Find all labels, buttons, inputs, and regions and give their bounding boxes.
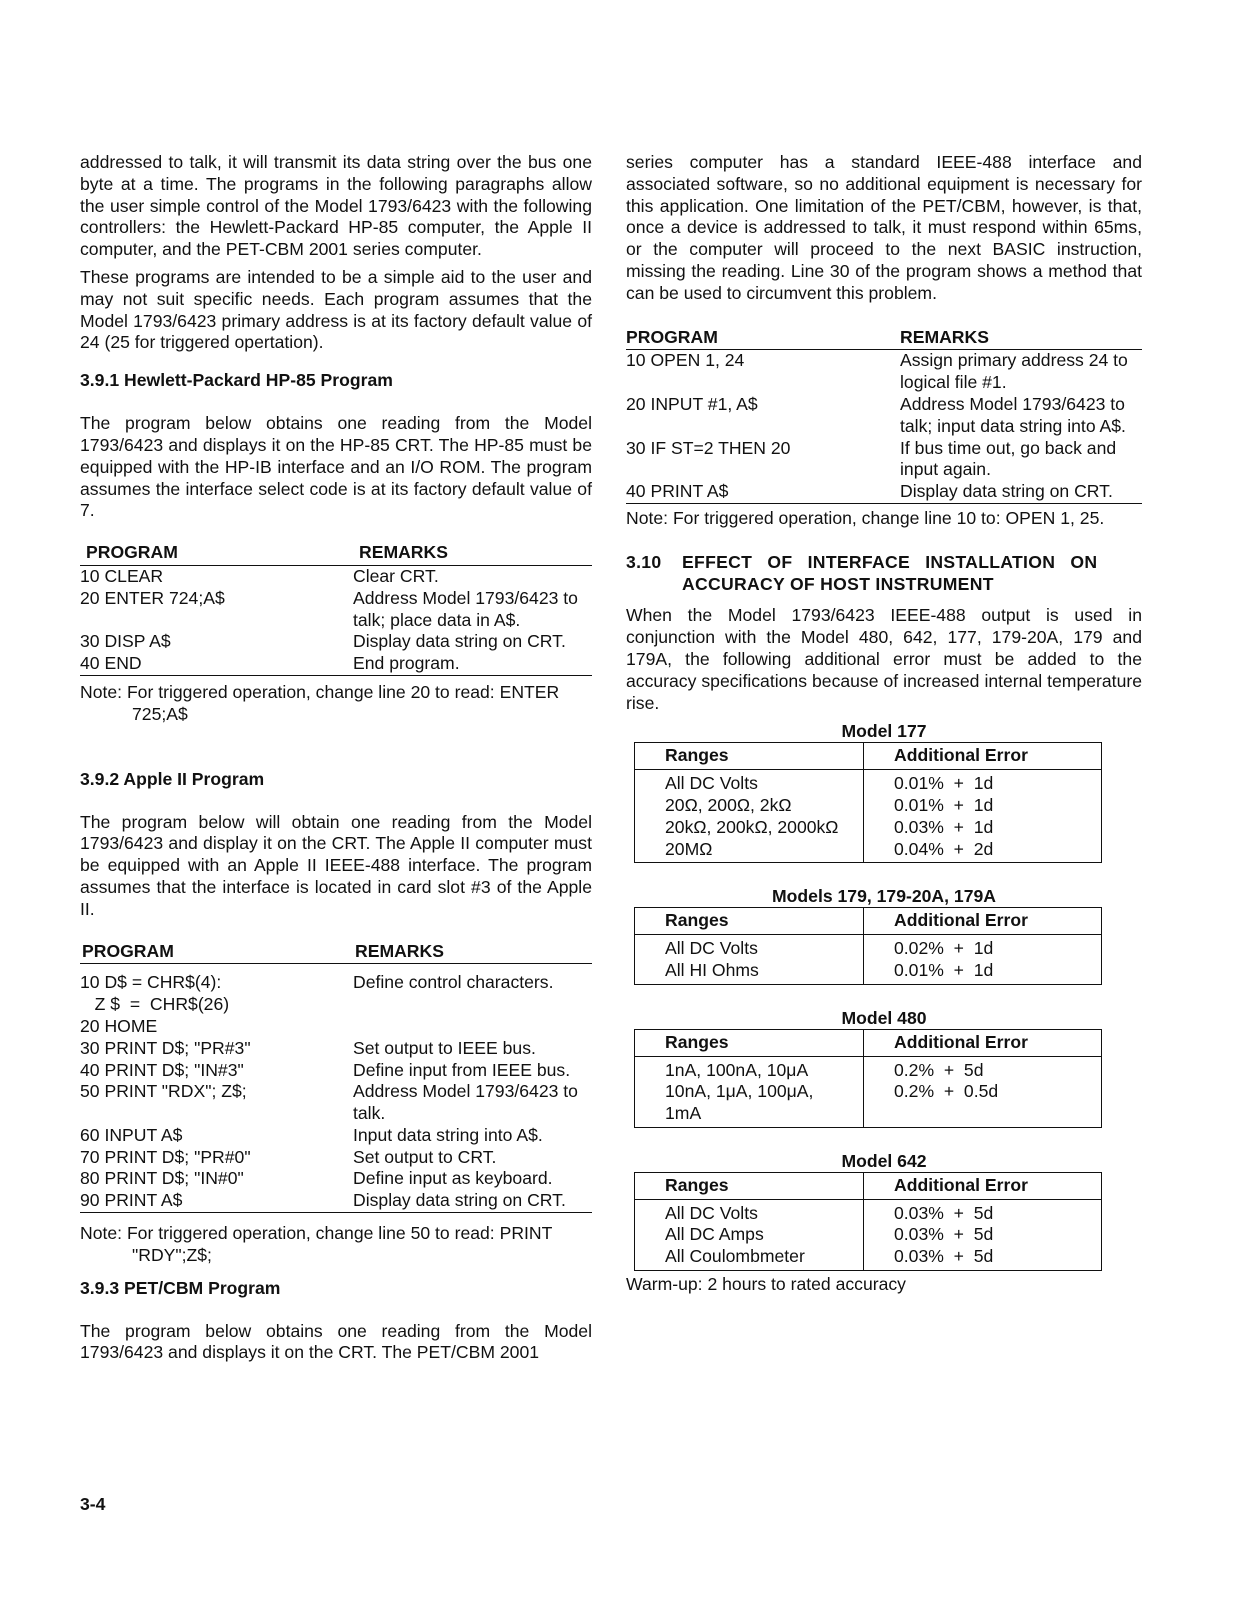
- table-row: [80, 1016, 592, 1038]
- table-row: [635, 795, 1102, 817]
- error-cell: 0.03% + 1d: [864, 817, 1102, 839]
- intro-paragraph-2: These programs are intended to be a simple aid to the user and may not suit specific needs. Each program assumes that the Model 1793/6423 primary address is at its factory default value of 24 (25 for triggered opertation).: [80, 266, 592, 353]
- ranges-header: Ranges: [635, 743, 864, 770]
- table-row: [80, 631, 592, 653]
- apple-table-header: [80, 941, 592, 965]
- ranges-header: Ranges: [635, 1029, 864, 1056]
- table-row: [80, 1190, 592, 1213]
- range-cell: 20Ω, 200Ω, 2kΩ: [635, 795, 864, 817]
- model-179-title: Models 179, 179-20A, 179A: [772, 886, 996, 907]
- range-cell: All DC Volts: [635, 935, 864, 960]
- range-cell: 20MΩ: [635, 839, 864, 863]
- program-cell: 20 INPUT #1, A$: [626, 393, 758, 414]
- error-cell: 0.2% + 0.5d: [864, 1081, 1102, 1127]
- ranges-header: Ranges: [635, 1172, 864, 1199]
- table-header-row: [635, 743, 1102, 770]
- remarks-cell: Input data string into A$.: [353, 1124, 543, 1145]
- error-cell: 0.2% + 5d: [864, 1056, 1102, 1081]
- note-line-1: Note: For triggered operation, change line 20 to read: ENTER: [80, 681, 560, 702]
- page-number: 3-4: [80, 1494, 106, 1514]
- table-row: [635, 1081, 1102, 1127]
- left-column: [80, 152, 592, 1364]
- additional-error-header: Additional Error: [864, 908, 1102, 935]
- note-line-1: Note: For triggered operation, change line 50 to read: PRINT: [80, 1223, 553, 1244]
- program-cell: 20 HOME: [80, 1015, 158, 1036]
- error-cell: 0.03% + 5d: [864, 1199, 1102, 1224]
- table-row: [626, 394, 1142, 438]
- table-row: [635, 839, 1102, 863]
- model-642-title: Model 642: [841, 1150, 927, 1171]
- table-row: [635, 1246, 1102, 1270]
- remarks-cell: Define input from IEEE bus.: [353, 1059, 571, 1080]
- pet-program-table: [626, 327, 1142, 504]
- apple-note: [80, 1223, 592, 1267]
- table-row: [635, 1199, 1102, 1224]
- program-cell: 70 PRINT D$; "PR#0": [80, 1146, 251, 1167]
- remarks-column-header: REMARKS: [355, 940, 444, 961]
- error-cell: 0.03% + 5d: [864, 1246, 1102, 1270]
- program-cell: 50 PRINT "RDX"; Z$;: [80, 1081, 247, 1102]
- intro-paragraph-1: addressed to talk, it will transmit its data string over the bus one byte at a time. The programs in the following paragraphs allow the user simple control of the Model 1793/6423 with the following controllers: the Hewlett-Packard HP-85 computer, the Apple II computer, and the PET-CBM 2001 series computer.: [80, 152, 592, 260]
- range-cell: All HI Ohms: [635, 960, 864, 984]
- error-cell: 0.02% + 1d: [864, 935, 1102, 960]
- range-cell: All DC Volts: [635, 1199, 864, 1224]
- program-cell: 40 PRINT A$: [626, 481, 729, 502]
- remarks-cell: Define input as keyboard.: [353, 1168, 553, 1189]
- table-row: [80, 588, 592, 632]
- table-row: [80, 1147, 592, 1169]
- remarks-cell: Address Model 1793/6423 to talk.: [353, 1081, 578, 1124]
- table-row: [80, 1060, 592, 1082]
- warmup-note: Warm-up: 2 hours to rated accuracy: [626, 1274, 906, 1295]
- table-header-row: [635, 1172, 1102, 1199]
- program-cell: 60 INPUT A$: [80, 1124, 183, 1145]
- model-177-table: [634, 742, 1102, 863]
- remarks-cell: Address Model 1793/6423 to talk; input data string into A$.: [900, 393, 1126, 436]
- program-cell: 30 IF ST=2 THEN 20: [626, 437, 791, 458]
- pet-note: Note: For triggered operation, change line 10 to: OPEN 1, 25.: [626, 507, 1105, 528]
- error-cell: 0.01% + 1d: [864, 960, 1102, 984]
- table-row: [635, 935, 1102, 960]
- remarks-cell: Address Model 1793/6423 to talk; place data in A$.: [353, 587, 578, 630]
- program-column-header: PROGRAM: [82, 940, 174, 961]
- pet-paragraph: The program below obtains one reading from the Model 1793/6423 and displays it on the CRT. The PET/CBM 2001: [80, 1320, 592, 1363]
- apple-heading: 3.9.2 Apple II Program: [80, 768, 265, 789]
- table-row: [80, 964, 592, 1016]
- section-3-10-heading: [626, 552, 1142, 596]
- table-row: [80, 566, 592, 588]
- program-cell: 30 PRINT D$; "PR#3": [80, 1037, 251, 1058]
- hp85-paragraph: The program below obtains one reading from the Model 1793/6423 and displays it on the HP-85 CRT. The HP-85 must be equipped with the HP-IB interface and an I/O ROM. The program assumes the interface select code is at its factory default value of 7.: [80, 413, 592, 521]
- table-header-row: [635, 908, 1102, 935]
- program-cell: 40 PRINT D$; "IN#3": [80, 1059, 244, 1080]
- hp85-table-header: [80, 542, 592, 566]
- range-cell: 20kΩ, 200kΩ, 2000kΩ: [635, 817, 864, 839]
- range-cell: All DC Volts: [635, 770, 864, 795]
- remarks-cell: Define control characters.: [353, 972, 554, 993]
- program-cell: 40 END: [80, 653, 142, 674]
- program-column-header: PROGRAM: [626, 326, 718, 347]
- right-column: [626, 152, 1142, 1295]
- table-row: [626, 438, 1142, 482]
- table-row: [635, 960, 1102, 984]
- apple-paragraph: The program below will obtain one reading from the Model 1793/6423 and display it on the CRT. The Apple II computer must be equipped with an Apple II IEEE-488 interface. The program assumes that the interface is located in card slot #3 of the Apple II.: [80, 811, 592, 919]
- ranges-header: Ranges: [635, 908, 864, 935]
- pet-heading: 3.9.3 PET/CBM Program: [80, 1277, 281, 1298]
- remarks-cell: Set output to IEEE bus.: [353, 1037, 536, 1058]
- hp85-program-table: [80, 542, 592, 676]
- program-cell: 30 DISP A$: [80, 631, 171, 652]
- table-row: [80, 653, 592, 676]
- program-cell: 20 ENTER 724;A$: [80, 587, 225, 608]
- section-title-line-1-text: EFFECT OF INTERFACE INSTALLATION ON: [682, 551, 1098, 572]
- range-cell: 10nA, 1μA, 100μA, 1mA: [635, 1081, 864, 1127]
- model-642-table: [634, 1172, 1102, 1271]
- remarks-cell: Clear CRT.: [353, 565, 439, 586]
- range-cell: 1nA, 100nA, 10μA: [635, 1056, 864, 1081]
- remarks-cell: Assign primary address 24 to logical file #1.: [900, 350, 1128, 393]
- table-row: [80, 1038, 592, 1060]
- table-row: [635, 1224, 1102, 1246]
- model-480-table: [634, 1029, 1102, 1128]
- program-cell: 80 PRINT D$; "IN#0": [80, 1168, 244, 1189]
- remarks-cell: If bus time out, go back and input again.: [900, 437, 1117, 480]
- error-cell: 0.01% + 1d: [864, 795, 1102, 817]
- hp85-heading: 3.9.1 Hewlett-Packard HP-85 Program: [80, 370, 393, 391]
- table-row: [80, 1168, 592, 1190]
- table-row: [80, 1125, 592, 1147]
- remarks-cell: Display data string on CRT.: [353, 1190, 566, 1211]
- remarks-cell: End program.: [353, 653, 460, 674]
- additional-error-header: Additional Error: [864, 743, 1102, 770]
- additional-error-header: Additional Error: [864, 1029, 1102, 1056]
- remarks-cell: Set output to CRT.: [353, 1146, 497, 1167]
- section-title-line-2: ACCURACY OF HOST INSTRUMENT: [682, 573, 994, 594]
- remarks-column-header: REMARKS: [900, 326, 989, 347]
- model-480-title: Model 480: [841, 1007, 927, 1028]
- error-cell: 0.03% + 5d: [864, 1224, 1102, 1246]
- hp85-note: [80, 682, 592, 726]
- table-row: [80, 1081, 592, 1125]
- remarks-cell: Display data string on CRT.: [353, 631, 566, 652]
- range-cell: All Coulombmeter: [635, 1246, 864, 1270]
- program-cell: 10 OPEN 1, 24: [626, 350, 745, 371]
- program-column-header: PROGRAM: [86, 542, 178, 563]
- program-cell: 10 D$ = CHR$(4): Z $ = CHR$(26): [80, 972, 230, 1015]
- section-title-line-1: [682, 552, 1142, 574]
- table-row: [635, 817, 1102, 839]
- note-line-2: 725;A$: [132, 703, 188, 724]
- remarks-cell: [353, 1016, 592, 1038]
- error-cell: 0.04% + 2d: [864, 839, 1102, 863]
- section-3-10-paragraph: When the Model 1793/6423 IEEE-488 output is used in conjunction with the Model 480, 642, 177, 179-20A, 179 and 179A, the following additional error must be added to the accuracy specifications because of increased internal temperature rise.: [626, 605, 1142, 713]
- table-row: [626, 481, 1142, 504]
- error-cell: 0.01% + 1d: [864, 770, 1102, 795]
- table-row: [626, 350, 1142, 394]
- range-cell: All DC Amps: [635, 1224, 864, 1246]
- model-179-table: [634, 907, 1102, 984]
- additional-error-header: Additional Error: [864, 1172, 1102, 1199]
- pet-table-header: [626, 327, 1142, 351]
- note-line-2: "RDY";Z$;: [132, 1244, 212, 1265]
- apple-program-table: [80, 941, 592, 1214]
- table-row: [635, 1056, 1102, 1081]
- program-cell: 90 PRINT A$: [80, 1190, 183, 1211]
- remarks-column-header: REMARKS: [359, 542, 448, 563]
- table-header-row: [635, 1029, 1102, 1056]
- remarks-cell: Display data string on CRT.: [900, 481, 1113, 502]
- model-177-title: Model 177: [841, 721, 927, 742]
- program-cell: 10 CLEAR: [80, 565, 164, 586]
- pet-continued-paragraph: series computer has a standard IEEE-488 interface and associated software, so no additional equipment is necessary for this application. One limitation of the PET/CBM, however, is that, once a device is addressed to talk, it must respond within 65ms, or the computer will proceed to the next BASIC instruction, missing the reading. Line 30 of the program shows a method that can be used to circumvent this problem.: [626, 152, 1142, 303]
- section-number: 3.10: [626, 551, 662, 572]
- table-row: [635, 770, 1102, 795]
